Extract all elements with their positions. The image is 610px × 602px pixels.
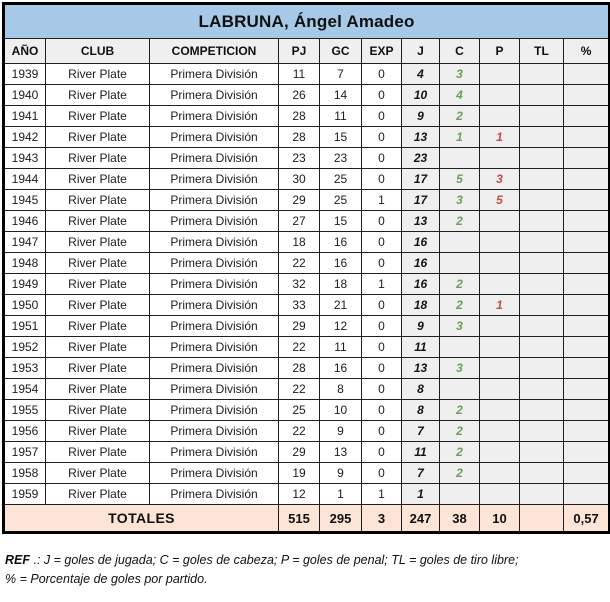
cell-tl xyxy=(520,190,564,211)
table-row xyxy=(4,148,610,169)
cell-tl xyxy=(520,400,564,421)
cell-pct xyxy=(564,127,610,148)
totals-pct: 0,57 xyxy=(564,505,610,533)
cell-p xyxy=(480,379,520,400)
cell-tl xyxy=(520,106,564,127)
cell-pj: 28 xyxy=(279,127,320,148)
cell-j: 9 xyxy=(402,106,440,127)
cell-j: 7 xyxy=(402,421,440,442)
cell-gc: 8 xyxy=(320,379,362,400)
cell-pj: 32 xyxy=(279,274,320,295)
footnote-line-2: % = Porcentaje de goles por partido. xyxy=(5,572,208,586)
cell-pj: 18 xyxy=(279,232,320,253)
cell-j: 13 xyxy=(402,127,440,148)
cell-year: 1943 xyxy=(4,148,46,169)
table-row xyxy=(4,484,610,505)
cell-c xyxy=(440,379,480,400)
cell-tl xyxy=(520,127,564,148)
col-header-pj: PJ xyxy=(279,39,320,64)
table-row xyxy=(4,463,610,484)
cell-pct xyxy=(564,316,610,337)
table-row xyxy=(4,211,610,232)
cell-competition: Primera División xyxy=(150,400,279,421)
cell-pct xyxy=(564,379,610,400)
cell-competition: Primera División xyxy=(150,169,279,190)
cell-gc: 25 xyxy=(320,190,362,211)
cell-exp: 0 xyxy=(362,442,402,463)
table-row xyxy=(4,358,610,379)
cell-exp: 0 xyxy=(362,295,402,316)
cell-pct xyxy=(564,190,610,211)
cell-c: 3 xyxy=(440,316,480,337)
cell-pj: 11 xyxy=(279,64,320,85)
cell-exp: 0 xyxy=(362,379,402,400)
title-row xyxy=(4,4,610,39)
cell-competition: Primera División xyxy=(150,274,279,295)
cell-exp: 0 xyxy=(362,85,402,106)
cell-p xyxy=(480,64,520,85)
cell-club: River Plate xyxy=(46,379,150,400)
cell-pj: 27 xyxy=(279,211,320,232)
cell-pct xyxy=(564,232,610,253)
cell-year: 1947 xyxy=(4,232,46,253)
cell-competition: Primera División xyxy=(150,484,279,505)
cell-pj: 29 xyxy=(279,442,320,463)
cell-j: 18 xyxy=(402,295,440,316)
cell-c: 1 xyxy=(440,127,480,148)
cell-exp: 1 xyxy=(362,274,402,295)
cell-club: River Plate xyxy=(46,484,150,505)
cell-year: 1941 xyxy=(4,106,46,127)
cell-year: 1959 xyxy=(4,484,46,505)
cell-year: 1948 xyxy=(4,253,46,274)
cell-competition: Primera División xyxy=(150,127,279,148)
cell-exp: 0 xyxy=(362,316,402,337)
cell-j: 1 xyxy=(402,484,440,505)
cell-j: 8 xyxy=(402,400,440,421)
table-row xyxy=(4,232,610,253)
cell-c: 3 xyxy=(440,358,480,379)
cell-p xyxy=(480,400,520,421)
cell-p xyxy=(480,274,520,295)
cell-gc: 9 xyxy=(320,463,362,484)
cell-p: 1 xyxy=(480,295,520,316)
cell-gc: 13 xyxy=(320,442,362,463)
cell-tl xyxy=(520,484,564,505)
cell-j: 8 xyxy=(402,379,440,400)
cell-club: River Plate xyxy=(46,337,150,358)
cell-club: River Plate xyxy=(46,358,150,379)
cell-pj: 26 xyxy=(279,85,320,106)
cell-competition: Primera División xyxy=(150,295,279,316)
table-row xyxy=(4,316,610,337)
col-header-gc: GC xyxy=(320,39,362,64)
cell-tl xyxy=(520,421,564,442)
cell-pj: 19 xyxy=(279,463,320,484)
cell-club: River Plate xyxy=(46,421,150,442)
cell-club: River Plate xyxy=(46,148,150,169)
cell-competition: Primera División xyxy=(150,421,279,442)
cell-pj: 22 xyxy=(279,421,320,442)
cell-c: 3 xyxy=(440,64,480,85)
table-row xyxy=(4,190,610,211)
table-row xyxy=(4,337,610,358)
cell-gc: 12 xyxy=(320,316,362,337)
cell-p xyxy=(480,148,520,169)
cell-c: 3 xyxy=(440,190,480,211)
cell-year: 1950 xyxy=(4,295,46,316)
cell-c xyxy=(440,484,480,505)
cell-c: 2 xyxy=(440,421,480,442)
cell-exp: 0 xyxy=(362,211,402,232)
cell-gc: 15 xyxy=(320,211,362,232)
table-row xyxy=(4,106,610,127)
cell-competition: Primera División xyxy=(150,106,279,127)
cell-year: 1939 xyxy=(4,64,46,85)
cell-c: 2 xyxy=(440,400,480,421)
cell-pct xyxy=(564,337,610,358)
cell-c xyxy=(440,253,480,274)
totals-tl xyxy=(520,505,564,533)
cell-tl xyxy=(520,253,564,274)
cell-pct xyxy=(564,274,610,295)
cell-j: 4 xyxy=(402,64,440,85)
totals-exp: 3 xyxy=(362,505,402,533)
cell-pj: 33 xyxy=(279,295,320,316)
totals-label: TOTALES xyxy=(4,505,279,533)
cell-c: 5 xyxy=(440,169,480,190)
cell-year: 1952 xyxy=(4,337,46,358)
cell-club: River Plate xyxy=(46,106,150,127)
cell-tl xyxy=(520,358,564,379)
player-stats-table xyxy=(2,2,610,534)
cell-pct xyxy=(564,421,610,442)
cell-gc: 15 xyxy=(320,127,362,148)
cell-club: River Plate xyxy=(46,85,150,106)
cell-j: 17 xyxy=(402,190,440,211)
cell-pj: 22 xyxy=(279,379,320,400)
cell-j: 23 xyxy=(402,148,440,169)
cell-p: 3 xyxy=(480,169,520,190)
cell-c xyxy=(440,337,480,358)
cell-competition: Primera División xyxy=(150,316,279,337)
cell-club: River Plate xyxy=(46,190,150,211)
cell-exp: 0 xyxy=(362,253,402,274)
cell-pj: 29 xyxy=(279,316,320,337)
cell-year: 1946 xyxy=(4,211,46,232)
totals-p: 10 xyxy=(480,505,520,533)
cell-exp: 0 xyxy=(362,337,402,358)
cell-gc: 11 xyxy=(320,106,362,127)
cell-tl xyxy=(520,169,564,190)
cell-club: River Plate xyxy=(46,316,150,337)
cell-j: 13 xyxy=(402,211,440,232)
cell-pj: 25 xyxy=(279,400,320,421)
cell-exp: 0 xyxy=(362,106,402,127)
cell-competition: Primera División xyxy=(150,463,279,484)
cell-c xyxy=(440,148,480,169)
col-header-exp: EXP xyxy=(362,39,402,64)
cell-pj: 23 xyxy=(279,148,320,169)
cell-p xyxy=(480,484,520,505)
cell-j: 13 xyxy=(402,358,440,379)
cell-pj: 28 xyxy=(279,106,320,127)
cell-exp: 0 xyxy=(362,127,402,148)
cell-year: 1942 xyxy=(4,127,46,148)
cell-c: 4 xyxy=(440,85,480,106)
col-header-p: P xyxy=(480,39,520,64)
cell-exp: 0 xyxy=(362,358,402,379)
cell-p xyxy=(480,253,520,274)
cell-pj: 22 xyxy=(279,337,320,358)
cell-tl xyxy=(520,274,564,295)
cell-c: 2 xyxy=(440,463,480,484)
cell-tl xyxy=(520,64,564,85)
cell-gc: 1 xyxy=(320,484,362,505)
cell-club: River Plate xyxy=(46,274,150,295)
table-row xyxy=(4,295,610,316)
cell-c: 2 xyxy=(440,442,480,463)
footnote-line-1-text: .: J = goles de jugada; C = goles de cabeza; P = goles de penal; TL = goles de tiro libre; xyxy=(30,553,519,567)
col-header-competition: COMPETICION xyxy=(150,39,279,64)
cell-pct xyxy=(564,442,610,463)
table-row xyxy=(4,274,610,295)
cell-competition: Primera División xyxy=(150,190,279,211)
cell-club: River Plate xyxy=(46,295,150,316)
cell-c: 2 xyxy=(440,274,480,295)
cell-j: 11 xyxy=(402,337,440,358)
cell-exp: 1 xyxy=(362,190,402,211)
cell-year: 1956 xyxy=(4,421,46,442)
cell-p xyxy=(480,232,520,253)
footnote-line-1 xyxy=(5,551,606,570)
cell-tl xyxy=(520,379,564,400)
cell-club: River Plate xyxy=(46,169,150,190)
cell-pj: 12 xyxy=(279,484,320,505)
cell-exp: 0 xyxy=(362,463,402,484)
cell-club: River Plate xyxy=(46,442,150,463)
cell-club: River Plate xyxy=(46,463,150,484)
cell-p: 5 xyxy=(480,190,520,211)
totals-row xyxy=(4,505,610,533)
table-row xyxy=(4,421,610,442)
cell-club: River Plate xyxy=(46,211,150,232)
totals-j: 247 xyxy=(402,505,440,533)
cell-c xyxy=(440,232,480,253)
cell-pj: 30 xyxy=(279,169,320,190)
cell-gc: 23 xyxy=(320,148,362,169)
cell-competition: Primera División xyxy=(150,85,279,106)
col-header-tl: TL xyxy=(520,39,564,64)
cell-competition: Primera División xyxy=(150,211,279,232)
table-row xyxy=(4,253,610,274)
cell-competition: Primera División xyxy=(150,337,279,358)
cell-pj: 28 xyxy=(279,358,320,379)
col-header-c: C xyxy=(440,39,480,64)
cell-year: 1949 xyxy=(4,274,46,295)
cell-exp: 1 xyxy=(362,484,402,505)
column-header-row xyxy=(4,39,610,64)
cell-competition: Primera División xyxy=(150,148,279,169)
cell-competition: Primera División xyxy=(150,358,279,379)
cell-p xyxy=(480,316,520,337)
cell-club: River Plate xyxy=(46,64,150,85)
cell-c: 2 xyxy=(440,295,480,316)
cell-tl xyxy=(520,442,564,463)
cell-pct xyxy=(564,463,610,484)
totals-c: 38 xyxy=(440,505,480,533)
cell-tl xyxy=(520,463,564,484)
cell-p xyxy=(480,211,520,232)
cell-tl xyxy=(520,211,564,232)
cell-p xyxy=(480,358,520,379)
cell-pct xyxy=(564,211,610,232)
col-header-club: CLUB xyxy=(46,39,150,64)
cell-p xyxy=(480,106,520,127)
cell-tl xyxy=(520,337,564,358)
cell-gc: 14 xyxy=(320,85,362,106)
cell-pct xyxy=(564,169,610,190)
table-row xyxy=(4,400,610,421)
cell-j: 10 xyxy=(402,85,440,106)
cell-year: 1940 xyxy=(4,85,46,106)
cell-tl xyxy=(520,148,564,169)
table-body xyxy=(4,64,610,505)
table-row xyxy=(4,379,610,400)
cell-club: River Plate xyxy=(46,232,150,253)
cell-year: 1944 xyxy=(4,169,46,190)
table-row xyxy=(4,64,610,85)
cell-c: 2 xyxy=(440,211,480,232)
cell-pj: 29 xyxy=(279,190,320,211)
cell-exp: 0 xyxy=(362,232,402,253)
cell-j: 16 xyxy=(402,253,440,274)
cell-p xyxy=(480,421,520,442)
cell-pct xyxy=(564,400,610,421)
cell-gc: 11 xyxy=(320,337,362,358)
cell-exp: 0 xyxy=(362,148,402,169)
cell-gc: 10 xyxy=(320,400,362,421)
cell-tl xyxy=(520,85,564,106)
cell-gc: 16 xyxy=(320,253,362,274)
table-row xyxy=(4,85,610,106)
cell-club: River Plate xyxy=(46,400,150,421)
cell-pct xyxy=(564,148,610,169)
cell-competition: Primera División xyxy=(150,379,279,400)
cell-year: 1955 xyxy=(4,400,46,421)
cell-year: 1958 xyxy=(4,463,46,484)
cell-year: 1945 xyxy=(4,190,46,211)
cell-p xyxy=(480,337,520,358)
cell-pct xyxy=(564,106,610,127)
cell-gc: 21 xyxy=(320,295,362,316)
cell-tl xyxy=(520,316,564,337)
cell-gc: 25 xyxy=(320,169,362,190)
cell-year: 1953 xyxy=(4,358,46,379)
table-row xyxy=(4,442,610,463)
cell-j: 17 xyxy=(402,169,440,190)
cell-tl xyxy=(520,232,564,253)
cell-pct xyxy=(564,253,610,274)
footnotes xyxy=(5,551,606,589)
cell-pct xyxy=(564,295,610,316)
cell-exp: 0 xyxy=(362,421,402,442)
cell-p: 1 xyxy=(480,127,520,148)
page-title: LABRUNA, Ángel Amadeo xyxy=(4,4,610,39)
cell-j: 16 xyxy=(402,232,440,253)
cell-j: 9 xyxy=(402,316,440,337)
col-header-pct: % xyxy=(564,39,610,64)
cell-tl xyxy=(520,295,564,316)
col-header-year: AÑO xyxy=(4,39,46,64)
cell-club: River Plate xyxy=(46,127,150,148)
cell-pct xyxy=(564,85,610,106)
cell-c: 2 xyxy=(440,106,480,127)
cell-pct xyxy=(564,484,610,505)
cell-exp: 0 xyxy=(362,400,402,421)
cell-competition: Primera División xyxy=(150,253,279,274)
cell-year: 1951 xyxy=(4,316,46,337)
cell-pct xyxy=(564,358,610,379)
table-row xyxy=(4,127,610,148)
cell-gc: 16 xyxy=(320,358,362,379)
cell-competition: Primera División xyxy=(150,64,279,85)
ref-label: REF xyxy=(5,553,30,567)
totals-pj: 515 xyxy=(279,505,320,533)
cell-year: 1957 xyxy=(4,442,46,463)
cell-p xyxy=(480,463,520,484)
cell-j: 16 xyxy=(402,274,440,295)
cell-p xyxy=(480,85,520,106)
cell-pj: 22 xyxy=(279,253,320,274)
cell-pct xyxy=(564,64,610,85)
cell-exp: 0 xyxy=(362,64,402,85)
cell-gc: 9 xyxy=(320,421,362,442)
cell-p xyxy=(480,442,520,463)
cell-competition: Primera División xyxy=(150,442,279,463)
cell-j: 11 xyxy=(402,442,440,463)
cell-exp: 0 xyxy=(362,169,402,190)
col-header-j: J xyxy=(402,39,440,64)
cell-year: 1954 xyxy=(4,379,46,400)
cell-club: River Plate xyxy=(46,253,150,274)
totals-gc: 295 xyxy=(320,505,362,533)
cell-j: 7 xyxy=(402,463,440,484)
cell-gc: 18 xyxy=(320,274,362,295)
table-row xyxy=(4,169,610,190)
cell-gc: 7 xyxy=(320,64,362,85)
cell-gc: 16 xyxy=(320,232,362,253)
cell-competition: Primera División xyxy=(150,232,279,253)
